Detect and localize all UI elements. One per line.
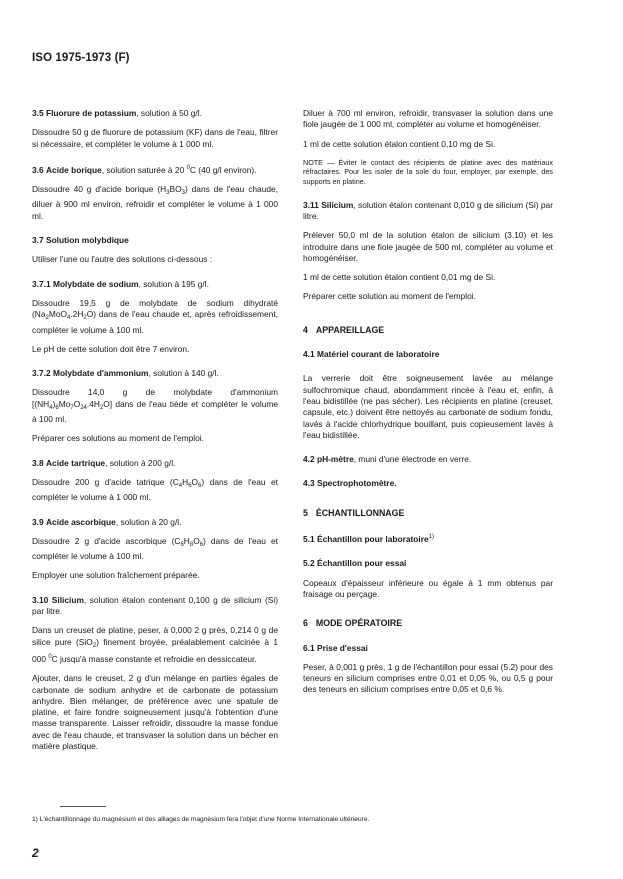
- section-3-7-2-body: Dissoudre 14,0 g de molybdate d'ammonium $[(NH_4)_6Mo_7O_{24}.4H_2O]$ dans de l'eau tiède et compléter le volume à 100 ml.: [32, 387, 278, 425]
- section-3-9-heading: 3.9 Acide ascorbique, solution à 20 g/l.: [32, 516, 182, 527]
- section-3-8-body: Dissoudre 200 g d'acide tatrique $(C_4H_6O_6)$ dans de l'eau et compléter le volume à 1 000 ml.: [32, 476, 278, 503]
- section-3-6-heading: 3.6 Acide borique, solution saturée à 20 $^0$C (40 g/l environ).: [32, 164, 257, 175]
- section-3-7-1-ph: Le pH de cette solution doit être 7 environ.: [32, 343, 190, 354]
- platinum-note: NOTE — Éviter le contact des récipients de platine avec des matériaux réfractaires. Pour les isoler de la sole du four, employer, par exemple, des supports en platine.: [303, 157, 553, 187]
- section-3-10-body-1: Dans un creuset de platine, peser, à 0,000 2 g près, 0,214 0 g de silice pure (SiO$_2$) finement broyée, préalablement calcinée à 1 000 $^0$C jusqu'à masse constante et refroidie en dessiccateur.: [32, 625, 278, 664]
- section-3-7-1-body: Dissoudre 19,5 g de molybdate de sodium dihydraté $(Na_2MoO_4.2H_2O)$ dans de l'eau chaude et, après refroidissement, compléter le volume à 100 ml.: [32, 297, 278, 335]
- section-5-2-heading: 5.2 Échantillon pour essai: [303, 558, 407, 569]
- section-4-heading: 4 APPAREILLAGE: [303, 324, 385, 335]
- section-3-10-heading: 3.10 Silicium, solution étalon contenant 0,100 g de silicium (Si) par litre.: [32, 594, 278, 617]
- footnote-divider: [60, 806, 106, 807]
- section-3-8-heading: 3.8 Acide tartrique, solution à 200 g/l.: [32, 457, 176, 468]
- section-3-11-concentration: 1 ml de cette solution étalon contient 0,01 mg de Si.: [303, 272, 496, 283]
- section-3-11-prep: Préparer cette solution au moment de l'emploi.: [303, 291, 476, 302]
- section-3-7-2-heading: 3.7.2 Molybdate d'ammonium, solution à 140 g/l.: [32, 368, 219, 379]
- section-3-11-body: Prélever 50,0 ml de la solution étalon de silicium (3.10) et les introduire dans une fiole jaugée de 500 ml, compléter au volume et homogénéiser.: [303, 230, 553, 263]
- footnote-marker: 1): [428, 534, 435, 541]
- section-6-heading: 6 MODE OPÉRATOIRE: [303, 618, 403, 629]
- section-3-6-body: Dissoudre 40 g d'acide borique $(H_3BO_3)$ dans de l'eau chaude, diluer à 900 ml environ, refroidir et compléter le volume à 1 000 ml.: [32, 184, 278, 221]
- section-3-7-body: Utiliser l'une ou l'autre des solutions ci-dessous :: [32, 254, 213, 265]
- section-6-1-heading: 6.1 Prise d'essai: [303, 642, 368, 653]
- document-header: ISO 1975-1973 (F): [32, 52, 130, 64]
- section-3-10-body-2: Ajouter, dans le creuset, 2 g d'un mélange en parties égales de carbonate de sodium anhydre et de carbonate de potassium anhydre. Bien mélanger, de préférence avec une spatule de platine, et faire fondre soigneusement jusqu'à l'obtention d'une masse transparente. Laisser refroidir, dissoudre la masse fondue avec de l'eau chaude, et transvaser la solution dans un bécher en matière plastique.: [32, 673, 278, 751]
- section-3-7-1-heading: 3.7.1 Molybdate de sodium, solution à 195 g/l.: [32, 278, 209, 289]
- section-3-5-body: Dissoudre 50 g de fluorure de potassium (KF) dans de l'eau, filtrer si nécessaire, et compléter le volume à 1 000 ml.: [32, 127, 278, 149]
- section-4-2-heading: 4.2 pH-mètre, muni d'une électrode en verre.: [303, 454, 472, 465]
- section-4-3-heading: 4.3 Spectrophotomètre.: [303, 478, 397, 489]
- right-column: [303, 108, 553, 704]
- section-3-7-heading: 3.7 Solution molybdique: [32, 235, 129, 246]
- section-3-5-heading: 3.5 Fluorure de potassium, solution à 50 g/l.: [32, 108, 202, 118]
- section-4-1-body: La verrerie doit être soigneusement lavée au mélange sulfochromique chaud, abondamment rincée à l'eau et, enfin, à l'eau bidistillée (ne pas sécher). Les récipients en platine (creuset, capsule, etc.) doivent être nettoyés au carbonate de sodium fondu, lavés à l'acide chlorhydrique bouillant, puis copieusement lavés à l'eau bidistillée.: [303, 373, 553, 440]
- section-3-9-use: Employer une solution fraîchement préparée.: [32, 570, 200, 581]
- section-5-1-heading: 5.1 Échantillon pour laboratoire$^{1)}$: [303, 534, 435, 545]
- page-number: 2: [32, 846, 39, 860]
- section-3-11-heading: 3.11 Silicium, solution étalon contenant 0,010 g de silicium (Si) par litre.: [303, 199, 553, 221]
- left-column: [32, 108, 278, 760]
- section-6-1-body: Peser, à 0,001 g près, 1 g de l'échantillon pour essai (5.2) pour des teneurs en silicium comprises entre 0,01 et 0,05 %, ou 0,5 g pour des teneurs en silicium comprises entre 0,05 et 0,6 %.: [303, 661, 553, 695]
- section-3-9-body: Dissoudre 2 g d'acide ascorbique $(C_6H_8O_6)$ dans de l'eau et compléter le volume à 100 ml.: [32, 535, 278, 562]
- footnote: 1) L'échantillonnage du magnésium et des alliages de magnésium fera l'objet d'une Norme Internationale ultérieure.: [32, 816, 370, 823]
- section-5-heading: 5 ÉCHANTILLONNAGE: [303, 507, 405, 518]
- dilute-paragraph: Diluer à 700 ml environ, refroidir, transvaser la solution dans une fiole jaugée de 1 000 ml, compléter au volume et homogénéiser.: [303, 108, 553, 130]
- concentration-paragraph: 1 ml de cette solution étalon contient 0,10 mg de Si.: [303, 138, 496, 149]
- section-3-7-2-prep: Préparer ces solutions au moment de l'emploi.: [32, 433, 204, 444]
- section-5-2-body: Copeaux d'épaisseur inférieure ou égale à 1 mm obtenus par fraisage ou perçage.: [303, 577, 553, 599]
- section-4-1-heading: 4.1 Matériel courant de laboratoire: [303, 349, 440, 360]
